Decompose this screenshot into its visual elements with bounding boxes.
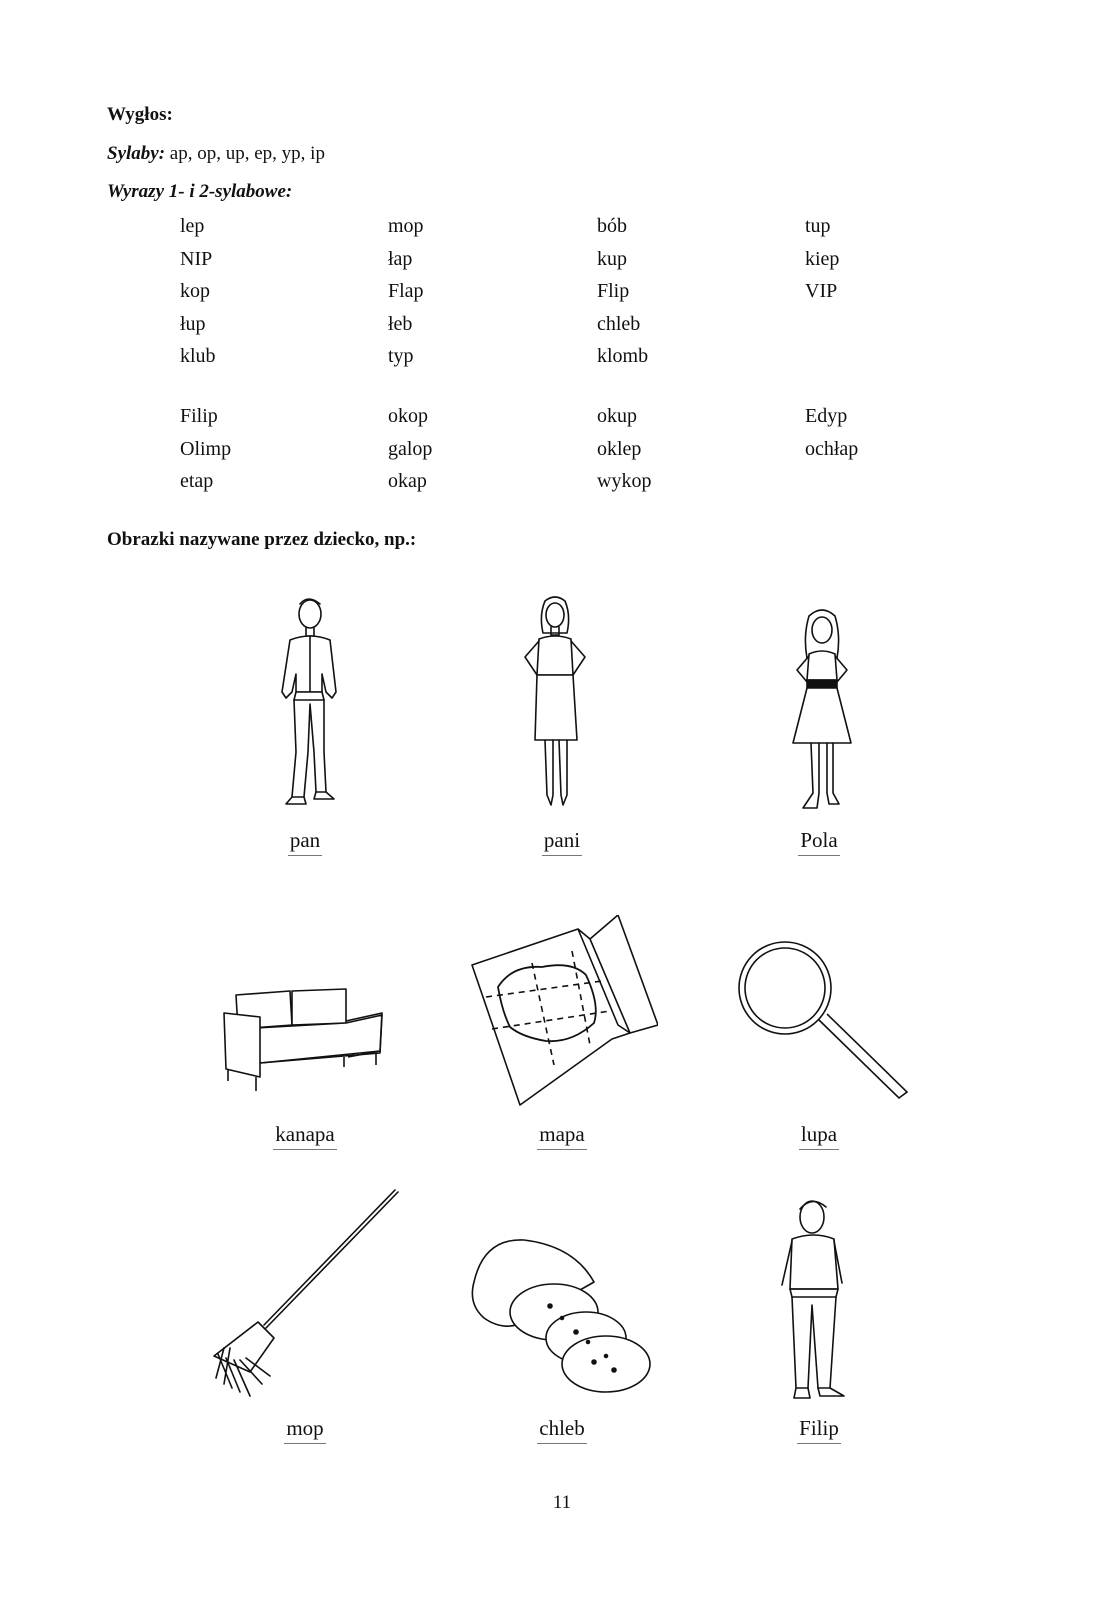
mop-icon xyxy=(210,1188,402,1400)
word-column-1 xyxy=(180,400,231,498)
word: Edyp xyxy=(805,405,848,427)
picture-label: pani xyxy=(462,828,662,856)
word: bób xyxy=(597,215,627,237)
word: NIP xyxy=(180,247,213,270)
word-column-3 xyxy=(597,400,651,498)
page-number: 11 xyxy=(552,1492,572,1513)
word: VIP xyxy=(805,280,838,302)
picture-label: chleb xyxy=(462,1416,662,1444)
word: Olimp xyxy=(180,437,232,460)
word: kiep xyxy=(805,247,840,270)
picture-label: mapa xyxy=(462,1122,662,1150)
heading-wyglos: Wygłos: xyxy=(107,104,173,125)
word: chleb xyxy=(597,312,641,335)
wyrazy-heading: Wyrazy 1- i 2-sylabowe: xyxy=(107,181,293,202)
word-column-4 xyxy=(805,400,858,465)
word: okap xyxy=(388,470,427,492)
word-column-4 xyxy=(805,210,839,308)
word: typ xyxy=(388,345,414,367)
word: Filip xyxy=(180,405,218,427)
sylaby-line xyxy=(107,143,325,165)
word-column-2 xyxy=(388,400,432,498)
woman-icon xyxy=(515,595,595,817)
word: kop xyxy=(180,280,210,302)
word: lep xyxy=(180,215,205,237)
map-icon xyxy=(462,915,658,1107)
pictures-heading: Obrazki nazywane przez dziecko, np.: xyxy=(107,529,417,550)
word: kup xyxy=(597,247,627,270)
picture-label: Pola xyxy=(719,828,919,856)
man-icon xyxy=(250,592,360,817)
picture-label: lupa xyxy=(719,1122,919,1150)
word-column-1 xyxy=(180,210,216,373)
word: ochłap xyxy=(805,437,859,460)
word: etap xyxy=(180,470,214,492)
picture-label: kanapa xyxy=(205,1122,405,1150)
word: klomb xyxy=(597,345,649,367)
word: łup xyxy=(180,312,206,335)
word-column-3 xyxy=(597,210,648,373)
picture-label: Filip xyxy=(719,1416,919,1444)
boy-icon xyxy=(772,1193,868,1405)
word: Flap xyxy=(388,280,424,302)
sylaby-label: Sylaby: xyxy=(107,143,166,164)
word: okop xyxy=(388,405,428,427)
picture-label: mop xyxy=(205,1416,405,1444)
word: oklep xyxy=(597,437,642,460)
word: łap xyxy=(388,247,413,270)
magnifier-icon xyxy=(735,938,910,1103)
word: klub xyxy=(180,345,216,367)
girl-icon xyxy=(785,608,860,818)
word: łeb xyxy=(388,312,413,335)
word: Flip xyxy=(597,280,630,302)
word-column-2 xyxy=(388,210,424,373)
sofa-icon xyxy=(220,985,388,1093)
word: galop xyxy=(388,437,433,460)
bread-icon xyxy=(464,1232,658,1404)
word: mop xyxy=(388,215,424,237)
sylaby-text: ap, op, up, ep, yp, ip xyxy=(165,143,325,164)
word: tup xyxy=(805,215,831,237)
word: okup xyxy=(597,405,637,427)
word: wykop xyxy=(597,470,652,492)
picture-label: pan xyxy=(205,828,405,856)
